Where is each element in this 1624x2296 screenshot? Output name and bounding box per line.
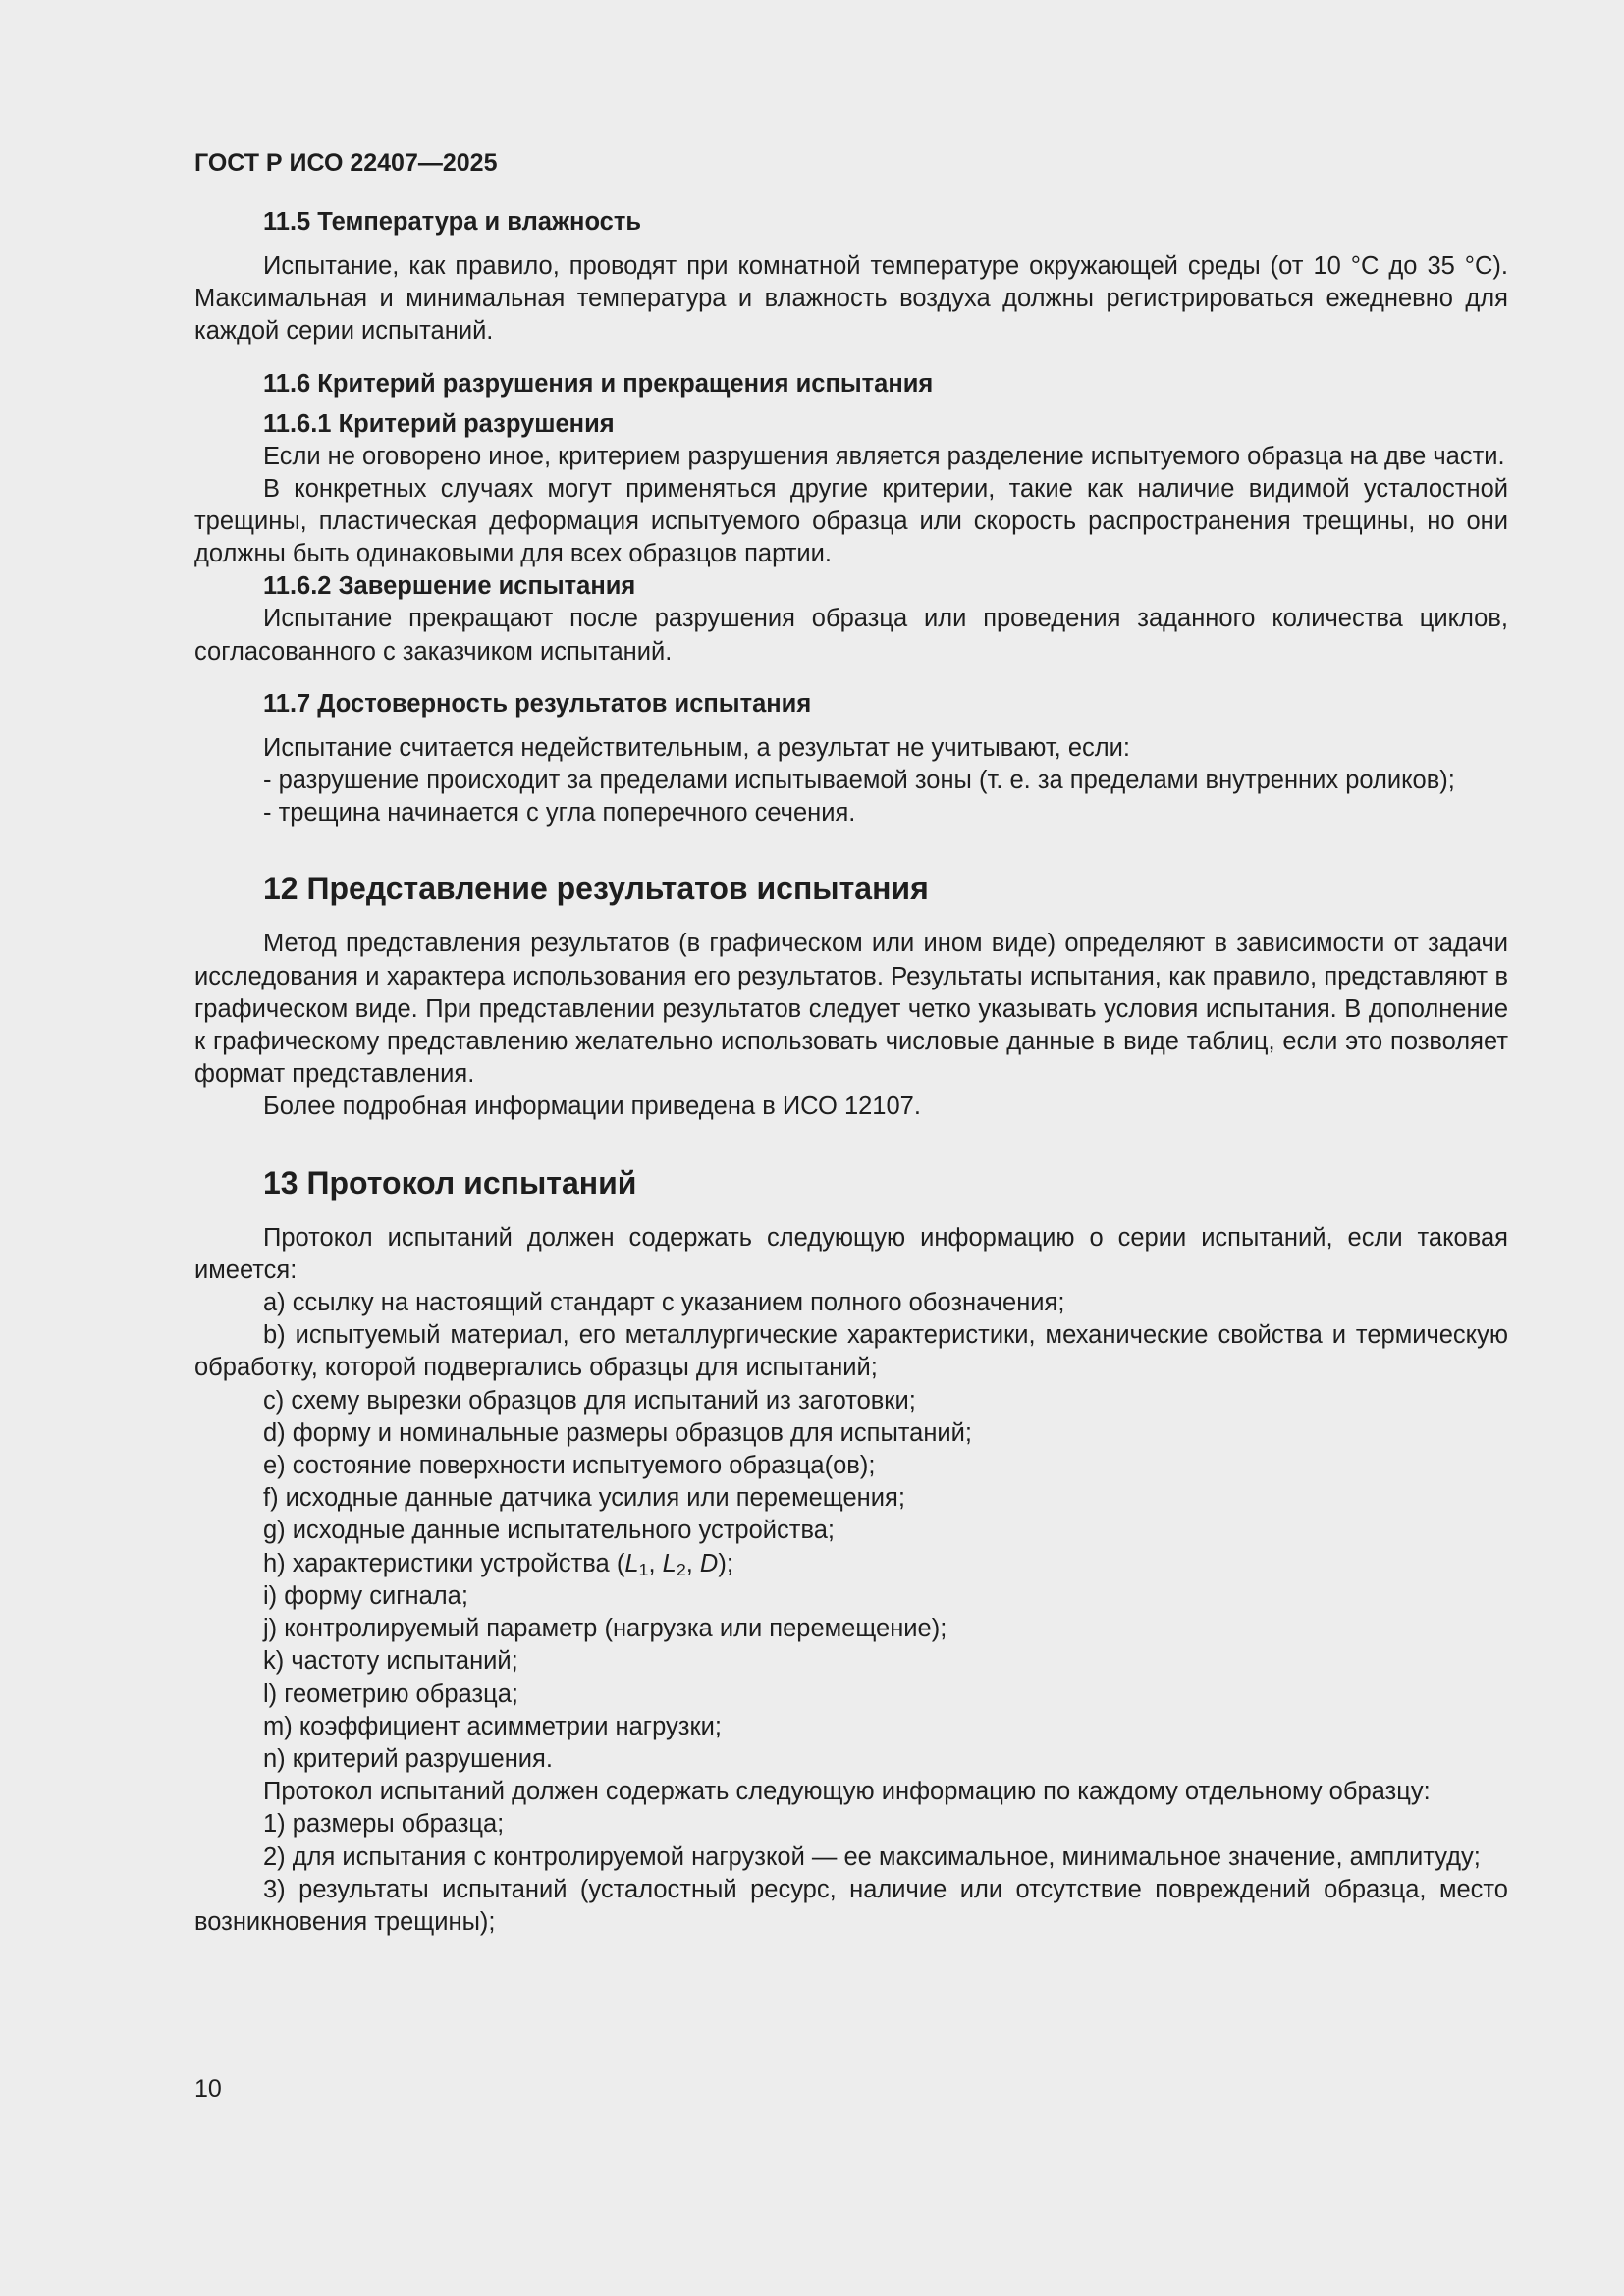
section-13-item-2: 2) для испытания с контролируемой нагрузкой — ее максимальное, минимальное значение, амплитуду; <box>263 1842 1481 1871</box>
item-h-subscript-1: 1 <box>638 1559 649 1579</box>
section-13-item-f: f) исходные данные датчика усилия или перемещения; <box>263 1484 905 1513</box>
section-13-intro: Протокол испытаний должен содержать следующую информацию о серии испытаний, если таковая имеется: <box>194 1223 1508 1284</box>
section-11-6-1-heading: 11.6.1 Критерий разрушения <box>263 409 615 438</box>
section-11-5-paragraph: Испытание, как правило, проводят при комнатной температуре окружающей среды (от 10 °C до 35 °C). Максимальная и минимальная температура и влажность воздуха должны регистрироваться ежедневно для каждой серии испытаний. <box>194 252 1508 346</box>
document-code-header: ГОСТ Р ИСО 22407—2025 <box>194 149 498 177</box>
page-number: 10 <box>194 2075 222 2103</box>
section-11-6-1-paragraph-1: Если не оговорено иное, критерием разрушения является разделение испытуемого образца на две части. <box>263 442 1505 470</box>
item-h-symbol-l2: L <box>662 1549 677 1577</box>
section-13-item-1: 1) размеры образца; <box>263 1810 505 1839</box>
section-11-7-heading: 11.7 Достоверность результатов испытания <box>263 689 812 718</box>
section-13-item-j: j) контролируемый параметр (нагрузка или перемещение); <box>263 1615 947 1643</box>
item-h-prefix: h) характеристики устройства ( <box>263 1549 625 1577</box>
section-12-paragraph-1: Метод представления результатов (в графическом или ином виде) определяют в зависимости от задачи исследования и характера использования его результатов. Результаты испытания, как правило, представляют в графическом виде. При представлении результатов следует четко указывать условия испытания. В дополнение к графическому представлению желательно использовать числовые данные в виде таблиц, если это позволяет формат представления. <box>194 930 1508 1089</box>
section-13-item-l: l) геометрию образца; <box>263 1680 518 1708</box>
section-13-item-b: b) испытуемый материал, его металлургические характеристики, механические свойства и термическую обработку, которой подвергались образцы для испытаний; <box>194 1321 1508 1382</box>
item-h-symbol-l1: L <box>624 1549 639 1577</box>
section-11-7-list-item-2: - трещина начинается с угла поперечного сечения. <box>263 799 856 828</box>
section-13-item-3: 3) результаты испытаний (усталостный ресурс, наличие или отсутствие повреждений образца, место возникновения трещины); <box>194 1875 1508 1936</box>
section-11-6-2-paragraph: Испытание прекращают после разрушения образца или проведения заданного количества циклов, согласованного с заказчиком испытаний. <box>194 605 1508 666</box>
section-11-6-heading: 11.6 Критерий разрушения и прекращения испытания <box>263 369 934 398</box>
item-h-separator-1: , <box>648 1549 663 1577</box>
section-13-heading: 13 Протокол испытаний <box>263 1164 637 1201</box>
section-13-item-n: n) критерий разрушения. <box>263 1744 553 1773</box>
section-11-7-list-item-1: - разрушение происходит за пределами испытываемой зоны (т. е. за пределами внутренних роликов); <box>263 767 1455 795</box>
section-11-5-heading: 11.5 Температура и влажность <box>263 208 642 236</box>
section-13-item-i: i) форму сигнала; <box>263 1581 468 1610</box>
section-13-item-a: a) ссылку на настоящий стандарт с указанием полного обозначения; <box>263 1289 1065 1317</box>
section-13-intro-2: Протокол испытаний должен содержать следующую информацию по каждому отдельному образцу: <box>263 1778 1431 1806</box>
section-12-heading: 12 Представление результатов испытания <box>263 871 929 907</box>
page-content <box>194 147 1508 1939</box>
section-13-item-h <box>194 1548 1508 1580</box>
section-13-item-k: k) частоту испытаний; <box>263 1647 518 1676</box>
section-11-6-1-paragraph-2: В конкретных случаях могут применяться другие критерии, такие как наличие видимой усталостной трещины, пластическая деформация испытуемого образца или скорость распространения трещины, но они должны быть одинаковыми для всех образцов партии. <box>194 474 1508 568</box>
section-13-item-c: c) схему вырезки образцов для испытаний из заготовки; <box>263 1386 916 1415</box>
section-13-item-d: d) форму и номинальные размеры образцов для испытаний; <box>263 1418 973 1447</box>
item-h-separator-2: , <box>685 1549 700 1577</box>
section-11-6-2-heading: 11.6.2 Завершение испытания <box>263 572 636 601</box>
section-12-paragraph-2: Более подробная информации приведена в ИСО 12107. <box>263 1093 921 1121</box>
section-11-7-paragraph: Испытание считается недействительным, а результат не учитывают, если: <box>263 733 1130 762</box>
section-13-item-e: e) состояние поверхности испытуемого образца(ов); <box>263 1452 876 1480</box>
section-13-item-g: g) исходные данные испытательного устройства; <box>263 1517 835 1545</box>
item-h-suffix: ); <box>718 1549 733 1577</box>
item-h-subscript-2: 2 <box>676 1559 686 1579</box>
item-h-symbol-d: D <box>699 1549 719 1577</box>
section-13-item-m: m) коэффициент асимметрии нагрузки; <box>263 1712 722 1740</box>
